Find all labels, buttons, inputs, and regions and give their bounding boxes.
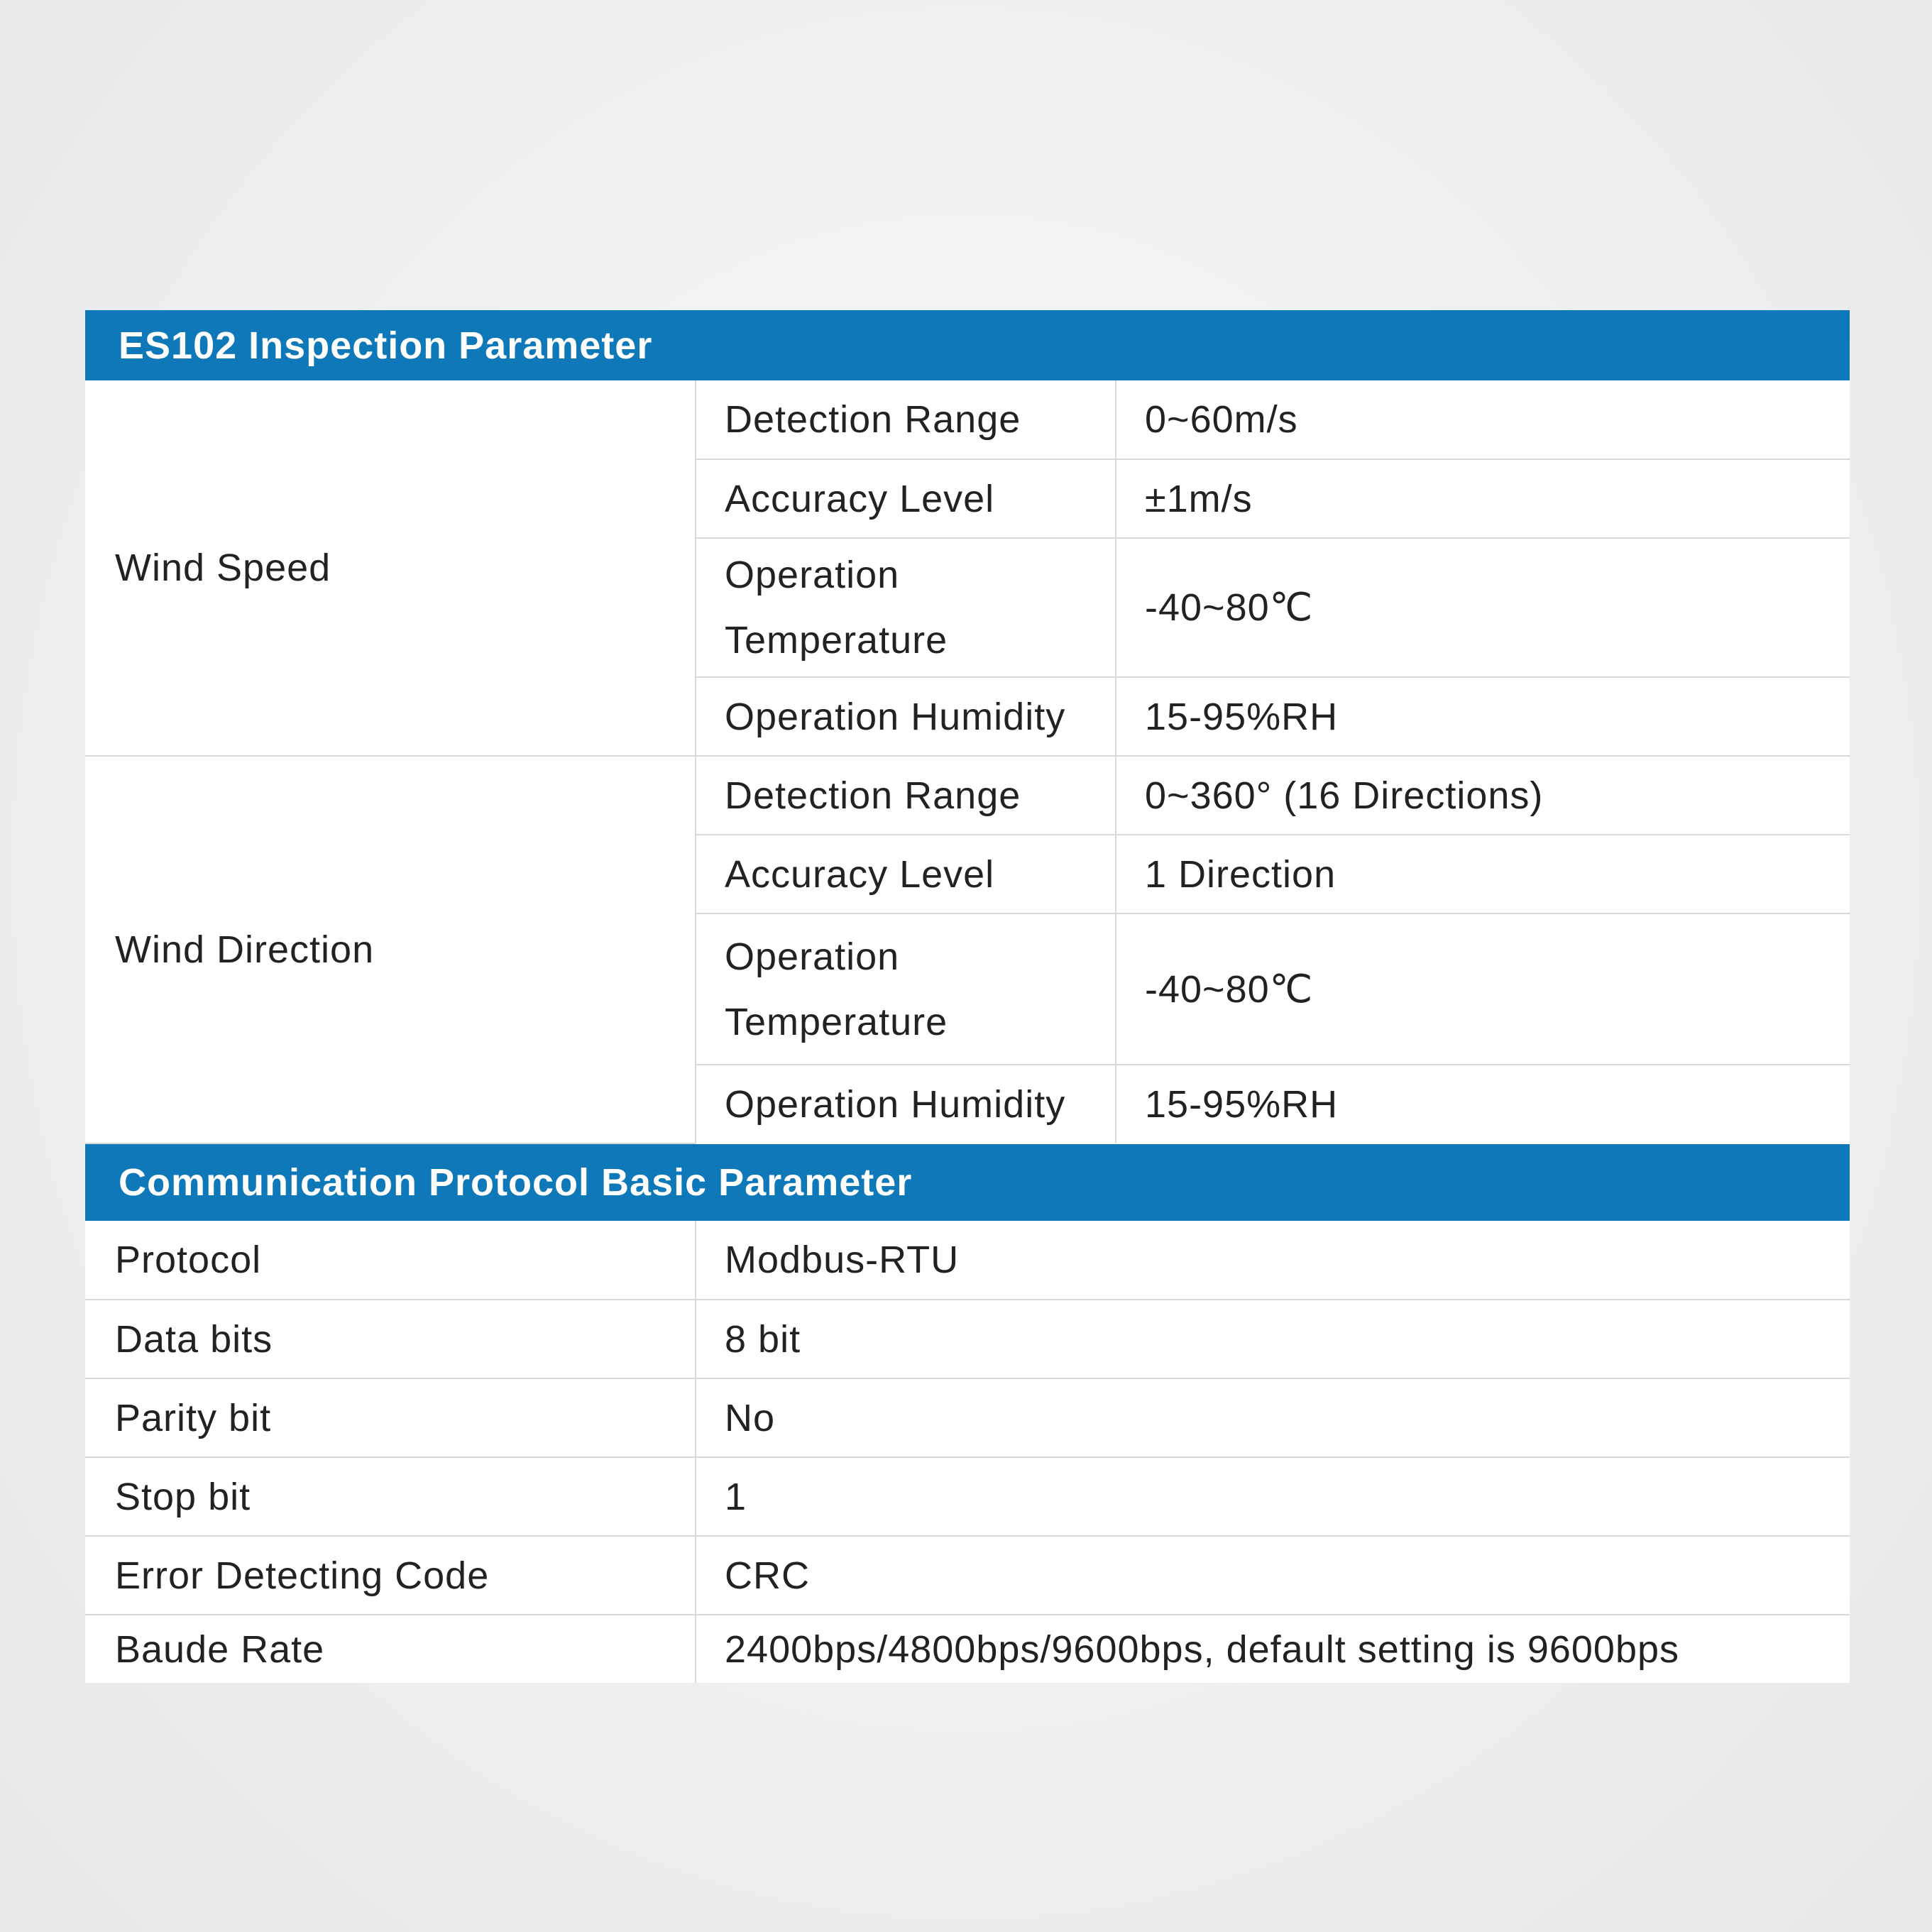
param-cell: Parity bit bbox=[85, 1378, 696, 1457]
table-row bbox=[85, 1221, 1850, 1300]
param-cell: Error Detecting Code bbox=[85, 1536, 696, 1615]
param-cell: Operation Temperature bbox=[696, 538, 1116, 677]
value-cell: No bbox=[696, 1378, 1850, 1457]
table-row bbox=[85, 1457, 1850, 1536]
param-cell: Operation Humidity bbox=[696, 1065, 1116, 1143]
param-cell: Data bits bbox=[85, 1300, 696, 1378]
value-cell: 1 bbox=[696, 1457, 1850, 1536]
spec-table-card bbox=[85, 310, 1850, 1683]
param-cell: Detection Range bbox=[696, 756, 1116, 835]
inspection-table bbox=[85, 380, 1850, 1144]
value-cell: 1 Direction bbox=[1116, 835, 1850, 913]
value-cell: Modbus-RTU bbox=[696, 1221, 1850, 1300]
communication-table bbox=[85, 1221, 1850, 1683]
table-row bbox=[85, 380, 1850, 459]
value-cell: ±1m/s bbox=[1116, 459, 1850, 538]
value-cell: 0~60m/s bbox=[1116, 380, 1850, 459]
category-cell: Wind Direction bbox=[85, 756, 696, 1143]
param-cell: Stop bit bbox=[85, 1457, 696, 1536]
table-row bbox=[85, 1378, 1850, 1457]
param-cell: Operation Temperature bbox=[696, 913, 1116, 1065]
value-cell: 0~360° (16 Directions) bbox=[1116, 756, 1850, 835]
param-cell: Operation Humidity bbox=[696, 677, 1116, 756]
category-cell: Wind Speed bbox=[85, 380, 696, 756]
param-cell: Accuracy Level bbox=[696, 835, 1116, 913]
section-header-communication bbox=[85, 1144, 1850, 1221]
value-cell: 15-95%RH bbox=[1116, 677, 1850, 756]
param-cell: Detection Range bbox=[696, 380, 1116, 459]
section-title: ES102 Inspection Parameter bbox=[119, 324, 653, 367]
param-cell: Baude Rate bbox=[85, 1615, 696, 1683]
table-row bbox=[85, 1300, 1850, 1378]
table-row bbox=[85, 756, 1850, 835]
value-cell: -40~80℃ bbox=[1116, 913, 1850, 1065]
table-row bbox=[85, 1615, 1850, 1683]
value-cell: 15-95%RH bbox=[1145, 1083, 1339, 1126]
param-cell: Accuracy Level bbox=[696, 459, 1116, 538]
value-cell: 2400bps/4800bps/9600bps, default setting is 9600bps bbox=[725, 1628, 1680, 1671]
value-cell: CRC bbox=[696, 1536, 1850, 1615]
value-cell: 8 bit bbox=[696, 1300, 1850, 1378]
section-header-inspection bbox=[85, 310, 1850, 380]
param-cell: Protocol bbox=[85, 1221, 696, 1300]
value-cell: -40~80℃ bbox=[1116, 538, 1850, 677]
table-row bbox=[85, 1536, 1850, 1615]
section-title: Communication Protocol Basic Parameter bbox=[119, 1161, 913, 1204]
